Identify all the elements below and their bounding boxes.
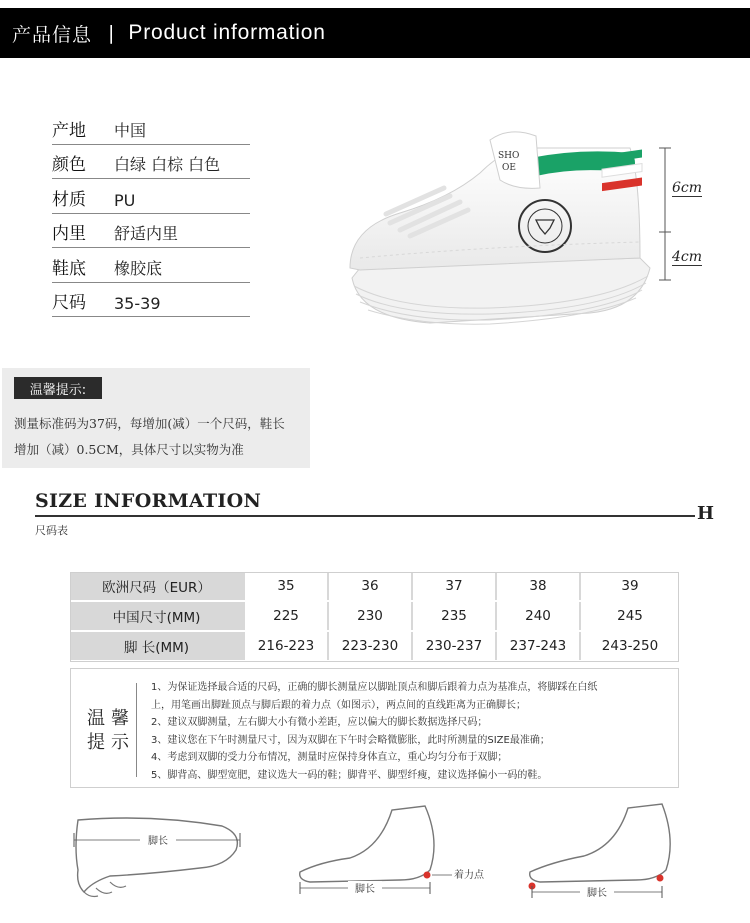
table-cell: 36 [327,572,411,600]
foot-length-label: 脚长 [587,888,607,899]
info-row-size [52,283,250,318]
foot-side-view [529,804,671,899]
table-cell: 243-250 [579,632,679,660]
header-title-cn: 产品信息 [12,23,93,46]
row-label: 中国尺寸(MM) [70,602,243,630]
table-cell: 225 [243,602,327,630]
product-info-table [52,110,250,317]
tip-item: 4、考虑到双脚的受力分布情况，测量时应保持身体直立，重心均匀分布于双脚； [151,752,508,763]
tip-line: 增加（减）0.5CM，具体尺寸以实物为准 [14,442,244,457]
info-row-origin [52,110,250,145]
size-info-subtitle: 尺码表 [35,524,68,537]
size-tip-box [2,368,310,468]
measure-tips-box [70,668,679,788]
tip-item: 2、建议双脚测量，左右脚大小有微小差距，应以偏大的脚长数据选择尺码； [151,717,488,728]
table-cell: 230 [327,602,411,630]
header-separator: | [108,22,115,44]
tips-divider [136,683,137,777]
table-row [70,602,679,632]
table-row [70,572,679,602]
force-point-label: 着力点 [454,870,484,881]
upper-height-label: 6cm [672,180,703,196]
table-cell: 38 [495,572,579,600]
info-value: PU [114,190,136,210]
foot-length-label: 脚长 [355,884,375,895]
info-key: 鞋底 [52,258,86,279]
info-key: 材质 [52,189,86,210]
info-value: 中国 [114,120,147,140]
table-cell: 235 [411,602,495,630]
tip-item: 上，用笔画出脚趾顶点与脚后跟的着力点（如图示），两点间的直线距离为正确脚长； [151,699,526,711]
table-cell: 37 [411,572,495,600]
foot-top-view [74,818,240,897]
table-cell: 245 [579,602,679,630]
info-value: 橡胶底 [114,258,163,278]
info-value: 舒适内里 [114,224,179,243]
header-title-en: Product information [128,21,326,44]
table-cell: 216-223 [243,632,327,660]
info-key: 尺码 [52,293,86,313]
info-row-color [52,145,250,180]
table-cell: 35 [243,572,327,600]
info-row-lining [52,214,250,249]
size-info-title: SIZE INFORMATION [35,490,262,512]
table-cell: 39 [579,572,679,600]
table-cell: 223-230 [327,632,411,660]
table-row [70,632,679,662]
tip-item: 5、脚背高、脚型宽肥，建议选大一码的鞋；脚背平、脚型纤瘦，建议选择偏小一码的鞋。 [151,769,548,781]
table-cell: 237-243 [495,632,579,660]
size-info-mark: H [697,503,715,524]
tips-label: 温馨提示 [87,708,135,753]
row-label: 欧洲尺码（EUR） [70,572,243,600]
tip-item: 1、为保证选择最合适的尺码，正确的脚长测量应以脚趾顶点和脚后跟着力点为基准点，将脚踩在白纸 [151,682,598,693]
info-key: 内里 [52,224,86,244]
info-row-sole [52,248,250,283]
foot-side-view [300,806,485,895]
sole-height-label: 4cm [672,249,703,265]
info-row-material [52,179,250,214]
info-value: 白绿 白棕 白色 [114,155,221,174]
size-info-divider [35,515,695,517]
foot-length-label: 脚长 [148,836,168,847]
sneaker-illustration [340,118,660,338]
tip-item: 3、建议您在下午时测量尺寸，因为双脚在下午时会略微膨胀，此时所测量的SIZE最准确； [151,734,550,746]
table-cell: 230-237 [411,632,495,660]
tips-list [151,679,671,784]
section-header [0,8,750,58]
foot-measure-drawings [0,800,750,923]
svg-text:OE: OE [502,163,516,173]
info-key: 颜色 [52,155,86,175]
table-cell: 240 [495,602,579,630]
tip-tag: 温馨提示: [14,377,102,399]
tip-line: 测量标准码为37码，每增加(减）一个尺码，鞋长 [14,416,285,431]
svg-text:SHO: SHO [498,151,520,161]
info-value: 35-39 [114,294,161,313]
info-key: 产地 [52,120,86,141]
row-label: 脚 长(MM) [70,632,243,660]
size-table [70,572,679,662]
